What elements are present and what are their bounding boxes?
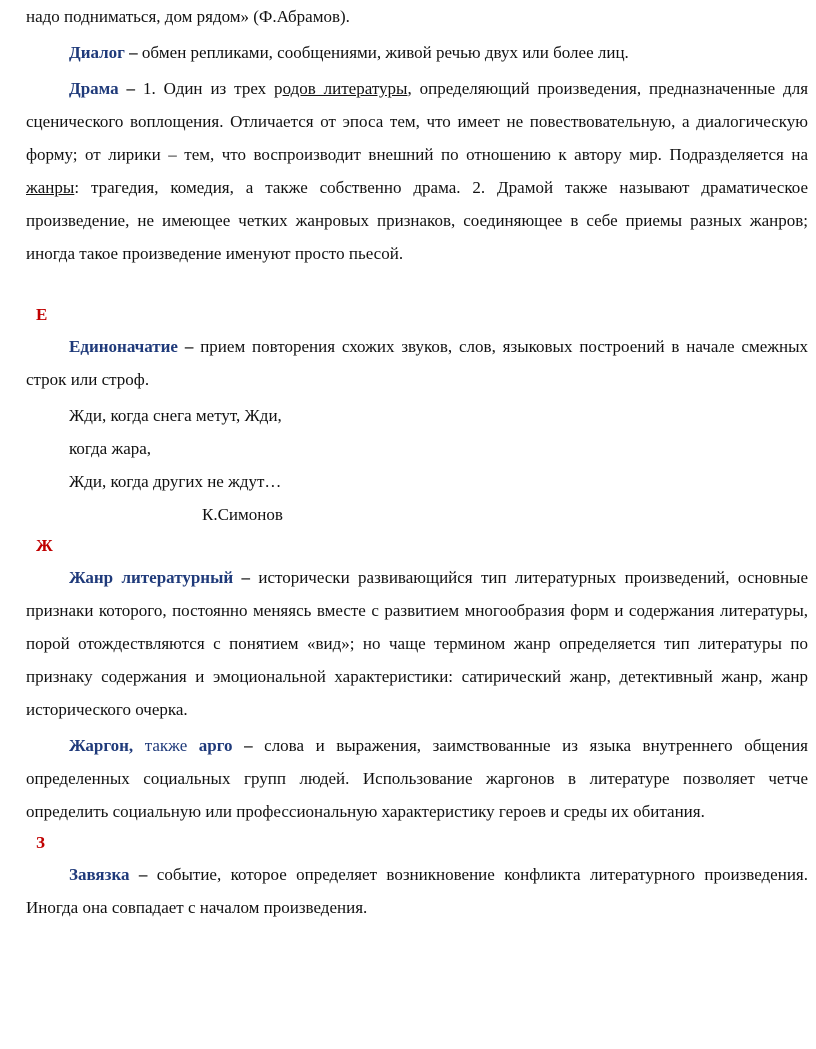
definition-drama-part-1: 1. Один из трех р [142, 79, 283, 98]
term-dash: – [241, 568, 250, 587]
term-plot-start: Завязка [69, 865, 130, 884]
entry-genre [26, 561, 808, 726]
definition-anaphora: прием повторения схожих звуков, слов, языковых построений в начале смежных строк или строф. [26, 337, 809, 389]
definition-drama-part-3: : трагедия, комедия, а также собственно драма. 2. Драмой также называют драматическое произведение, не имеющее четких жанровых признаков, соединяющее в себе приемы разных жанров; иногда такое произведение именуют просто пьесой. [26, 178, 808, 263]
term-dash: – [138, 865, 148, 884]
entry-plot-start [26, 858, 808, 924]
definition-genre: исторически развивающийся тип литературных произведений, основные признаки которого, постоянно меняясь вместе с развитием многообразия форм и содержания литературы, порой отождествляются с понятием «вид»; но чаще термином жанр определяется тип литературы по признаку содержания и эмоциональной характеристики: сатирический жанр, детективный жанр, жанр исторического очерка. [26, 568, 809, 719]
term-dash: – [126, 79, 136, 98]
term-dash: – [184, 337, 194, 356]
definition-plot-start: событие, которое определяет возникновение конфликта литературного произведения. Иногда она совпадает с началом произведения. [26, 865, 808, 917]
term-dash: – [244, 736, 253, 755]
definition-dialog: обмен репликами, сообщениями, живой речью двух или более лиц. [141, 43, 629, 62]
term-argot: арго [198, 736, 233, 755]
entry-drama [26, 72, 808, 270]
intro-text: надо подниматься, дом рядом» (Ф.Абрамов). [26, 7, 350, 26]
entry-anaphora [26, 330, 808, 396]
section-letter-e: Е [36, 305, 48, 324]
term-dash: – [129, 43, 138, 62]
intro-paragraph [26, 0, 808, 33]
entry-dialog [26, 36, 808, 69]
term-drama: Драма [69, 79, 119, 98]
definition-jargon: слова и выражения, заимствованные из языка внутреннего общения определенных социальных групп людей. Использование жаргонов в литературе позволяет четче определить социальную или профессиональную характеристику героев и среды их обитания. [26, 736, 809, 821]
term-anaphora: Единоначатие [69, 337, 178, 356]
link-genres[interactable]: жанры [26, 178, 75, 197]
section-letter-z: З [36, 833, 45, 852]
verse-line-2: когда жара, [69, 439, 152, 458]
term-also: также [144, 736, 188, 755]
verse-line-1: Жди, когда снега метут, Жди, [69, 406, 282, 425]
term-jargon: Жаргон, [69, 736, 134, 755]
term-dialog: Диалог [69, 43, 125, 62]
section-letter-zh: Ж [36, 536, 53, 555]
definition-drama-part-2: , определяющий произведения, предназначенные для сценического воплощения. Отличается от эпоса тем, что имеет не повествовательную, а диалогическую форму; от лирики – тем, что воспроизводит внешний по отношению к автору мир. Подразделяется на [26, 79, 809, 164]
verse-author: К.Симонов [202, 505, 283, 524]
verse-line-3: Жди, когда других не ждут… [69, 472, 282, 491]
entry-jargon [26, 729, 808, 828]
term-genre: Жанр литературный [69, 568, 234, 587]
link-literature-kinds[interactable]: одов литературы [282, 79, 408, 98]
